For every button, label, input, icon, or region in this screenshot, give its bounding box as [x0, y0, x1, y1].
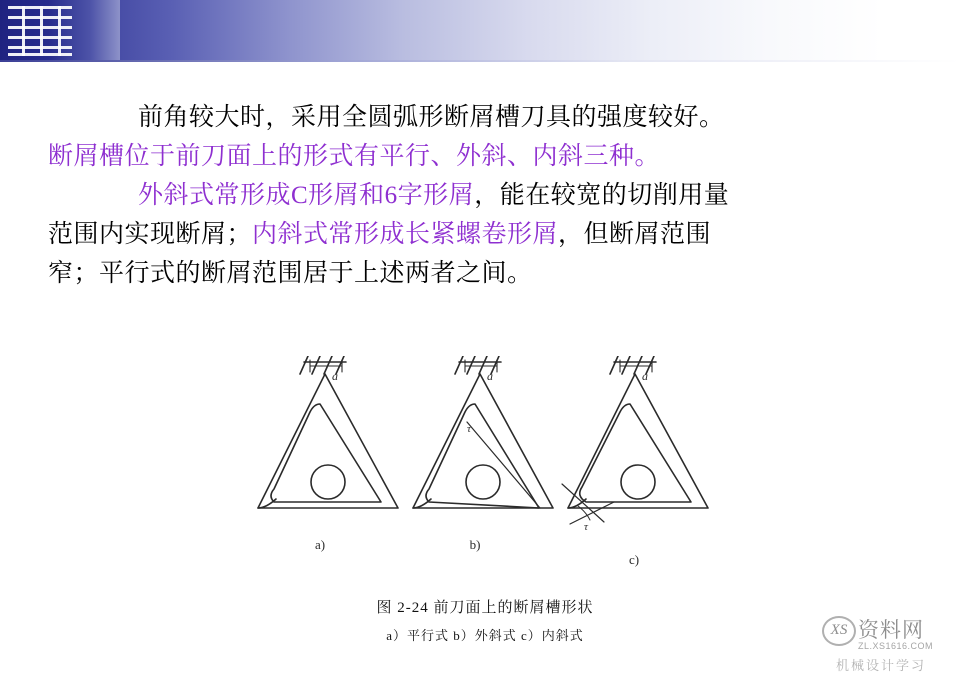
panel-b-angle-label: a [487, 369, 493, 383]
panel-a-angle-label: a [332, 369, 338, 383]
paragraph-3 [48, 176, 918, 215]
text-run: ，但断屑范围 [558, 221, 712, 248]
paragraph-4 [48, 215, 918, 254]
panel-c-tau-label: τ [584, 521, 588, 533]
text-run: ，能在较宽的切削用量 [474, 182, 730, 209]
figure-caption-main: 图 2-24 前刀面上的断屑槽形状 [376, 600, 594, 616]
paragraph-1 [48, 98, 918, 137]
text-run: 前角较大时，采用全圆弧形断屑槽刀具的强度较好。 [138, 104, 725, 131]
text-run: 内斜式常形成长紧螺卷形屑 [252, 221, 559, 248]
watermark-url: ZL.XS1616.COM [858, 641, 934, 651]
text-run: 断屑槽位于前刀面上的形式有平行、外斜、内斜三种。 [48, 143, 661, 170]
watermark-footer: 机械设计学习 [836, 658, 927, 673]
paragraph-2 [48, 137, 918, 176]
text-run: 范围内实现断屑； [48, 221, 253, 248]
watermark-logo-icon: XS [822, 616, 856, 646]
chip-breaker-groove-shapes-diagram [250, 356, 720, 596]
slide-header-band [0, 0, 960, 62]
paragraph-5 [48, 254, 918, 293]
panel-c-label: c) [628, 552, 640, 567]
panel-a-label: a) [314, 537, 326, 552]
slide-text-body [48, 98, 918, 293]
figure-panel-c [562, 356, 708, 567]
header-stripe-decoration [8, 6, 72, 56]
text-run: 外斜式常形成C形屑和6字形屑 [138, 182, 475, 209]
watermark-text: 资料网 [858, 619, 924, 642]
figure-panel-a [258, 356, 398, 552]
header-bottom-rule [0, 60, 960, 62]
panel-c-angle-label: a [642, 369, 648, 383]
panel-b-tau-label: τ [467, 423, 471, 435]
text-run: 窄；平行式的断屑范围居于上述两者之间。 [48, 260, 533, 287]
figure-caption [250, 596, 720, 644]
watermark [822, 614, 952, 658]
panel-b-label: b) [469, 537, 481, 552]
figure-caption-sub: a）平行式 b）外斜式 c）内斜式 [386, 628, 584, 643]
figure-panel-b [413, 356, 553, 552]
